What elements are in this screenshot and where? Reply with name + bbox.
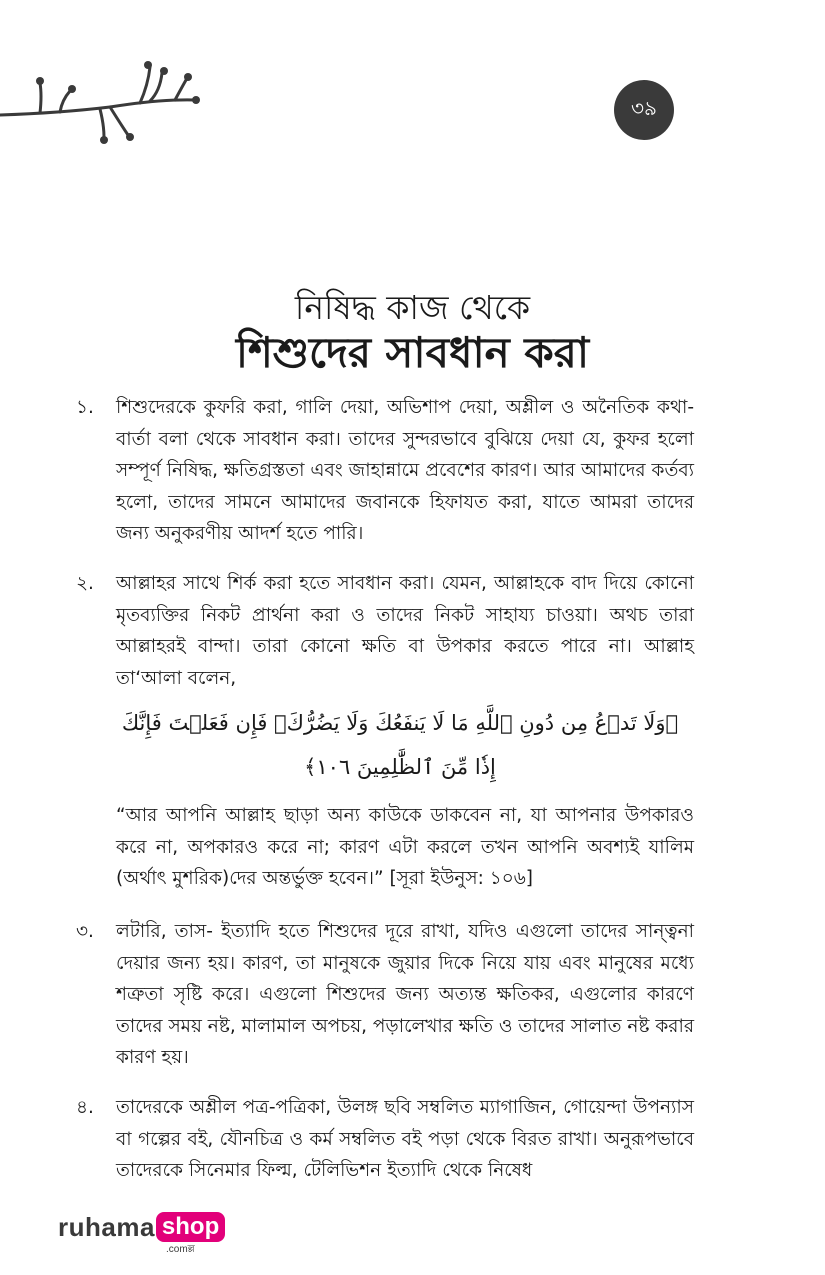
list-item-number: ২.: [76, 573, 94, 594]
page-title: শিশুদের সাবধান করা: [235, 328, 590, 377]
list-item-number: ৩.: [76, 921, 94, 942]
ruhamashop-logo: [58, 1212, 225, 1255]
list-item-number: ৪.: [76, 1097, 94, 1118]
heading-subtitle: নিষিদ্ধ কাজ থেকে: [294, 288, 531, 327]
verse-translation: “আর আপনি আল্লাহ ছাড়া অন্য কাউকে ডাকবেন না, যা আপনার উপকারও করে না, অপকারও করে না; কারণ এটা করলে তখন আপনি অবশ্যই যালিম (অর্থাৎ মুশরিক)দের অন্তর্ভুক্ত হবেন।” [সূরা ইউনুস: ১০৬]: [116, 805, 694, 889]
logo-text: ruhama: [58, 1212, 155, 1242]
arabic-verse-line: إِذٗا مِّنَ ٱلظَّٰلِمِينَ ١٠٦﴾: [304, 755, 496, 779]
list-item-text: শিশুদেরকে কুফরি করা, গালি দেয়া, অভিশাপ দেয়া, অশ্লীল ও অনৈতিক কথা-বার্তা বলা থেকে সাবধান করা। তাদের সুন্দরভাবে বুঝিয়ে দেয়া যে, কুফর হলো সম্পূর্ণ নিষিদ্ধ, ক্ষতিগ্রস্ততা এবং জাহান্নামে প্রবেশের কারণ। আর আমাদের কর্তব্য হলো, তাদের সামনে আমাদের জবানকে হিফাযত করা, যাতে আমরা তাদের জন্য অনুকরণীয় আদর্শ হতে পারি।: [116, 397, 694, 544]
list-item-number: ১.: [76, 397, 94, 418]
page-number: ৩৯: [631, 95, 657, 120]
list-item-text: লটারি, তাস- ইত্যাদি হতে শিশুদের দূরে রাখা, যদিও এগুলো তাদের সান্ত্বনা দেয়ার জন্য হয়। কারণ, তা মানুষকে জুয়ার দিকে নিয়ে যায় এবং মানুষের মধ্যে শত্রুতা সৃষ্টি করে। এগুলো শিশুদের জন্য অত্যন্ত ক্ষতিকর, এগুলোর কারণে তাদের সময় নষ্ট, মালামাল অপচয়, পড়ালেখার ক্ষতি ও তাদের সালাত নষ্ট করার কারণ হয়।: [116, 921, 695, 1068]
arabic-verse-line: ﴿وَلَا تَدۡعُ مِن دُونِ ٱللَّهِ مَا لَا يَنفَعُكَ وَلَا يَضُرُّكَۖ فَإِن فَعَلۡتَ فَإِنَّكَ: [121, 711, 679, 735]
branch-ornament-icon: [0, 55, 205, 155]
page-number-badge: [614, 80, 674, 140]
logo-suffix: .comল্ল: [166, 1244, 195, 1255]
list-item-text: তাদেরকে অশ্লীল পত্র-পত্রিকা, উলঙ্গ ছবি সম্বলিত ম্যাগাজিন, গোয়েন্দা উপন্যাস বা গল্পের বই, যৌনচিত্র ও কর্ম সম্বলিত বই পড়া থেকে বিরত রাখা। অনুরূপভাবে তাদেরকে সিনেমার ফিল্ম, টেলিভিশন ইত্যাদি থেকে নিষেধ: [116, 1097, 694, 1181]
list-item-text: আল্লাহর সাথে শির্ক করা হতে সাবধান করা। যেমন, আল্লাহকে বাদ দিয়ে কোনো মৃতব্যক্তির নিকট প্রার্থনা করা ও তাদের নিকট সাহায্য চাওয়া। অথচ তারা আল্লাহরই বান্দা। তারা কোনো ক্ষতি বা উপকার করতে পারে না। আল্লাহ তা‘আলা বলেন,: [116, 573, 694, 689]
logo-highlight: shop: [156, 1212, 225, 1242]
